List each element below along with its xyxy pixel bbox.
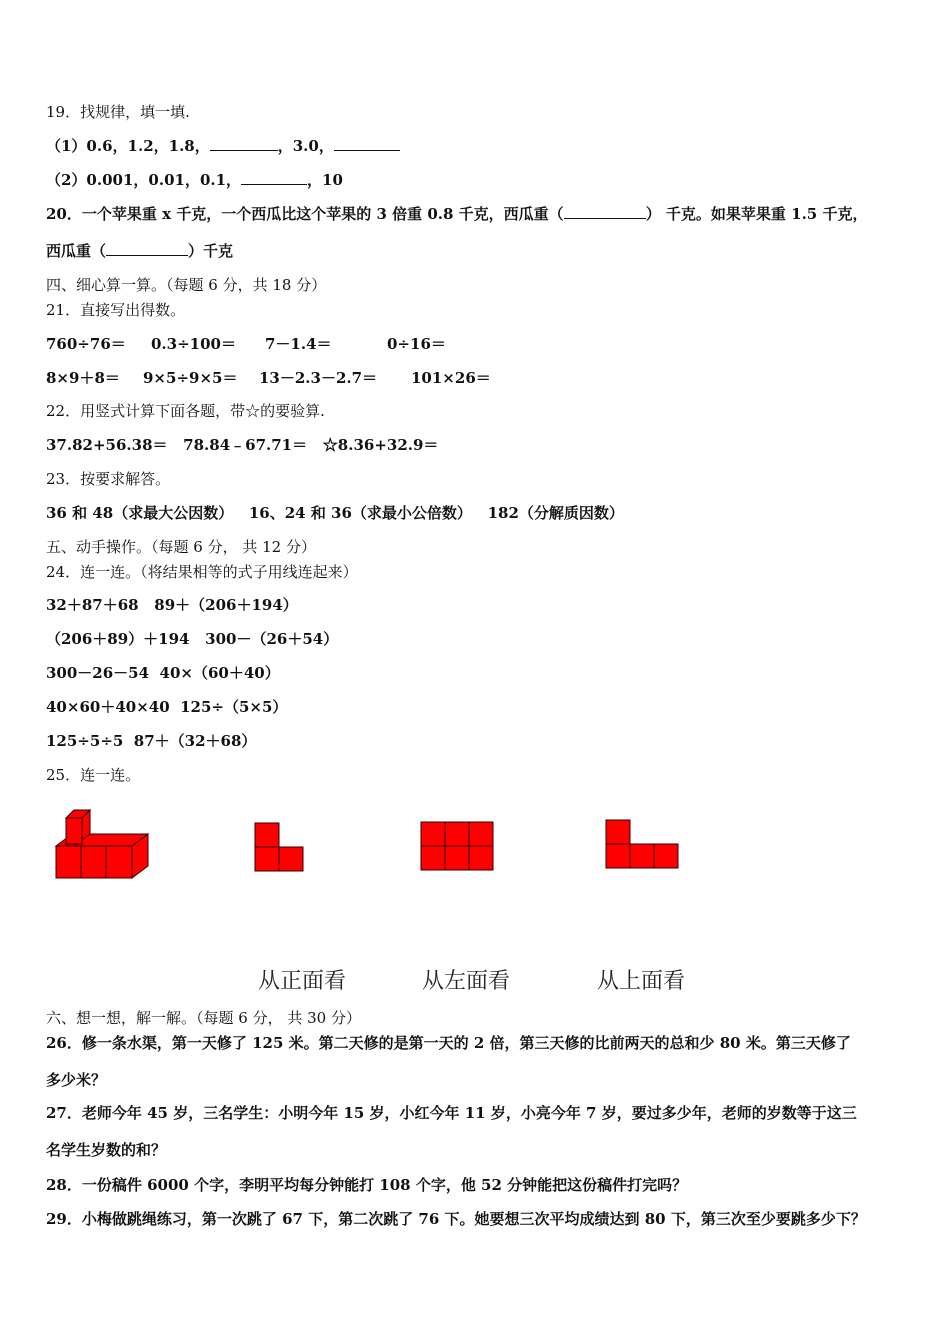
q24-row: 32＋87＋68 89＋（206＋194）	[46, 596, 298, 614]
view-label-top: 从上面看	[597, 969, 686, 994]
q20-line1	[46, 204, 867, 224]
cube-solid-figure	[52, 806, 152, 882]
q27-line2: 名学生岁数的和？	[46, 1141, 167, 1159]
top-view-shape	[605, 819, 681, 871]
q26-line1: 26．修一条水渠，第一天修了 125 米。第二天修的是第一天的 2 倍，第三天修的比前两天的总和少 80 米。第三天修了	[46, 1034, 851, 1052]
q29: 29．小梅做跳绳练习，第一次跳了 67 下，第二次跳了 76 下。她要想三次平均成绩达到 80 下，第三次至少要跳多少下？	[46, 1210, 866, 1228]
q24-title: 24．连一连。（将结果相等的式子用线连起来）	[46, 563, 358, 581]
q20-text3: 西瓜重（	[46, 242, 107, 260]
q28: 28．一份稿件 6000 个字，李明平均每分钟能打 108 个字，他 52 分钟能把这份稿件打完吗？	[46, 1176, 688, 1194]
q24-row: 40×60＋40×40 125÷（5×5）	[46, 698, 288, 716]
calc-item: 7－1.4＝	[265, 335, 332, 353]
calc-item: 0.3÷100＝	[151, 335, 236, 353]
left-view-shape	[420, 821, 495, 873]
q23-title: 23．按要求解答。	[46, 470, 171, 488]
answer-blank[interactable]	[106, 241, 188, 256]
answer-blank[interactable]	[210, 136, 278, 151]
q19-p1-text: （1）0.6，1.2，1.8，	[46, 137, 210, 155]
calc-item: 8×9＋8＝	[46, 369, 120, 387]
answer-blank[interactable]	[334, 136, 400, 151]
q19-title: 19．找规律，填一填.	[46, 103, 190, 121]
q22-title: 22．用竖式计算下面各题，带☆的要验算.	[46, 402, 325, 420]
q20-text: 20．一个苹果重 x 千克，一个西瓜比这个苹果的 3 倍重 0.8 千克，西瓜重（	[46, 205, 564, 223]
q24-row: 300－26－54 40×（60＋40）	[46, 664, 280, 682]
view-label-front: 从正面看	[258, 969, 347, 994]
section-5-header: 五、动手操作。（每题 6 分， 共 12 分）	[46, 538, 316, 556]
calc-item: 9×5÷9×5＝	[143, 369, 238, 387]
q23-row: 36 和 48（求最大公因数） 16、24 和 36（求最小公倍数） 182（分解质因数）	[46, 504, 624, 522]
section-6-header: 六、想一想，解一解。（每题 6 分， 共 30 分）	[46, 1009, 361, 1027]
calc-item: 13－2.3－2.7＝	[259, 369, 378, 387]
q19-p2-text: （2）0.001，0.01，0.1，	[46, 171, 242, 189]
q24-row: （206＋89）＋194 300－（26＋54）	[46, 630, 339, 648]
q19-part1	[46, 136, 400, 156]
section-4-header: 四、细心算一算。（每题 6 分，共 18 分）	[46, 276, 327, 294]
q19-p2-text2: ，10	[307, 171, 343, 189]
view-label-left: 从左面看	[422, 969, 511, 994]
front-view-shape	[254, 822, 306, 874]
q22-row: 37.82+56.38＝ 78.84﹣67.71＝ ☆8.36+32.9＝	[46, 436, 439, 454]
q19-part2	[46, 170, 343, 190]
calc-item: 101×26＝	[411, 369, 491, 387]
q27-line1: 27．老师今年 45 岁，三名学生：小明今年 15 岁，小红今年 11 岁，小亮今年 7 岁，要过多少年，老师的岁数等于这三	[46, 1104, 857, 1122]
q20-text4: ）千克	[188, 242, 234, 260]
q19-p1-text2: ，3.0，	[277, 137, 334, 155]
q26-line2: 多少米？	[46, 1071, 107, 1089]
q20-text2: ） 千克。如果苹果重 1.5 千克，	[645, 205, 868, 223]
calc-item: 760÷76＝	[46, 335, 126, 353]
q24-row: 125÷5÷5 87＋（32＋68）	[46, 732, 257, 750]
q20-line2	[46, 241, 233, 261]
q21-title: 21．直接写出得数。	[46, 301, 186, 319]
answer-blank[interactable]	[241, 170, 307, 185]
answer-blank[interactable]	[564, 204, 646, 219]
calc-item: 0÷16＝	[387, 335, 446, 353]
q25-title: 25．连一连。	[46, 766, 141, 784]
